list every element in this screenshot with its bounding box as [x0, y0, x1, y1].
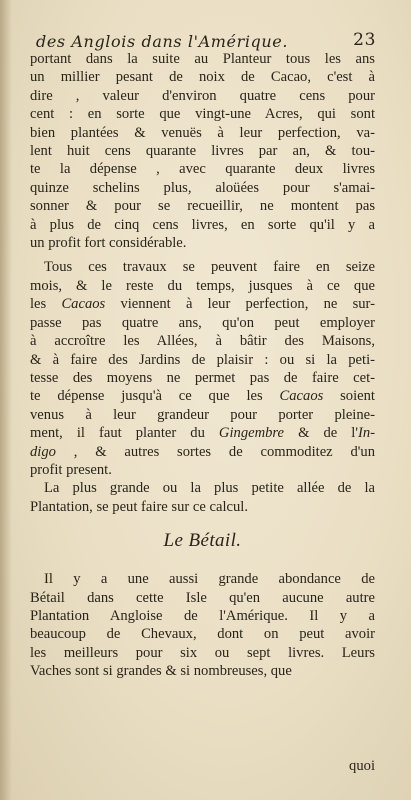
text-line: mois, & le reste du temps, jusques à ce que [30, 277, 375, 294]
text-line: Tous ces travaux se peuvent faire en seize [44, 259, 375, 276]
italic-term: digo [30, 443, 56, 460]
text-line: venus à leur grandeur pour porter pleine- [30, 406, 375, 423]
text-line: tesse des moyens ne permet pas de faire cet- [30, 369, 375, 386]
text-line: te dépense jusqu'à ce que les Cacaos soient [30, 388, 375, 405]
text-line: te la dépense , avec quarante deux livres [30, 161, 375, 178]
text-line: sonner & pour se recueillir, ne montent pas [30, 198, 375, 215]
catchword: quoi [349, 758, 375, 774]
running-title: des Anglois dans l'Amérique. [36, 32, 289, 51]
italic-term: Cacaos [61, 296, 106, 313]
text-line: cent : en sorte que vingt-une Acres, qui sont [30, 106, 375, 123]
italic-term: Cacaos [279, 388, 324, 405]
text-line: digo , & autres sortes de commoditez d'un [30, 443, 375, 460]
italic-term: In- [357, 425, 375, 442]
body-text [30, 50, 375, 681]
text-line: quinze schelins plus, aloüées pour s'amai- [30, 179, 375, 196]
paragraph-3 [30, 479, 375, 516]
italic-term: Gingembre [218, 425, 285, 442]
paragraph-4 [30, 570, 375, 680]
text-line: La plus grande ou la plus petite allée de la [44, 480, 375, 497]
text-line: Il y a une aussi grande abondance de [44, 571, 375, 588]
text-line: lent huit cens quarante livres par an, & tou- [30, 143, 375, 160]
text-line: Vaches sont si grandes & si nombreuses, que [30, 663, 292, 680]
text-line: bien plantées & venuës à leur perfection, va- [30, 124, 375, 141]
text-line: Bétail dans cette Isle qu'en aucune autre [30, 589, 375, 606]
text-line: les Cacaos viennent à leur perfection, ne sur- [30, 296, 375, 313]
text-line: les meilleurs pour six ou sept livres. Leurs [30, 644, 375, 661]
page-gutter-shadow [0, 0, 12, 800]
text-line: Plantation Angloise de l'Amérique. Il y a [30, 607, 375, 624]
text-line: portant dans la suite au Planteur tous les ans [30, 51, 375, 67]
text-line: à plus de cinq cens livres, en sorte qu'il y a [30, 216, 375, 233]
text-line: un profit fort considérable. [30, 235, 187, 252]
text-line: profit present. [30, 461, 112, 478]
section-heading: Le Bétail. [163, 530, 242, 552]
paragraph-1 [30, 50, 375, 252]
text-line: dire , valeur d'environ quatre cens pour [30, 87, 375, 104]
text-line: un millier pesant de noix de Cacao, c'est à [30, 69, 375, 86]
text-line: à accroître les Allées, à bâtir des Maisons, [30, 333, 375, 350]
text-line: Plantation, se peut faire sur ce calcul. [30, 498, 249, 515]
page-number: 23 [353, 30, 376, 50]
text-line: & à faire des Jardins de plaisir : ou si la peti- [30, 351, 375, 368]
paragraph-2 [30, 258, 375, 479]
text-line: ment, il faut planter du Gingembre & de l'In- [30, 425, 375, 442]
text-line: beaucoup de Chevaux, dont on peut avoir [30, 626, 375, 643]
text-line: passe pas quatre ans, qu'on peut employer [30, 314, 375, 331]
